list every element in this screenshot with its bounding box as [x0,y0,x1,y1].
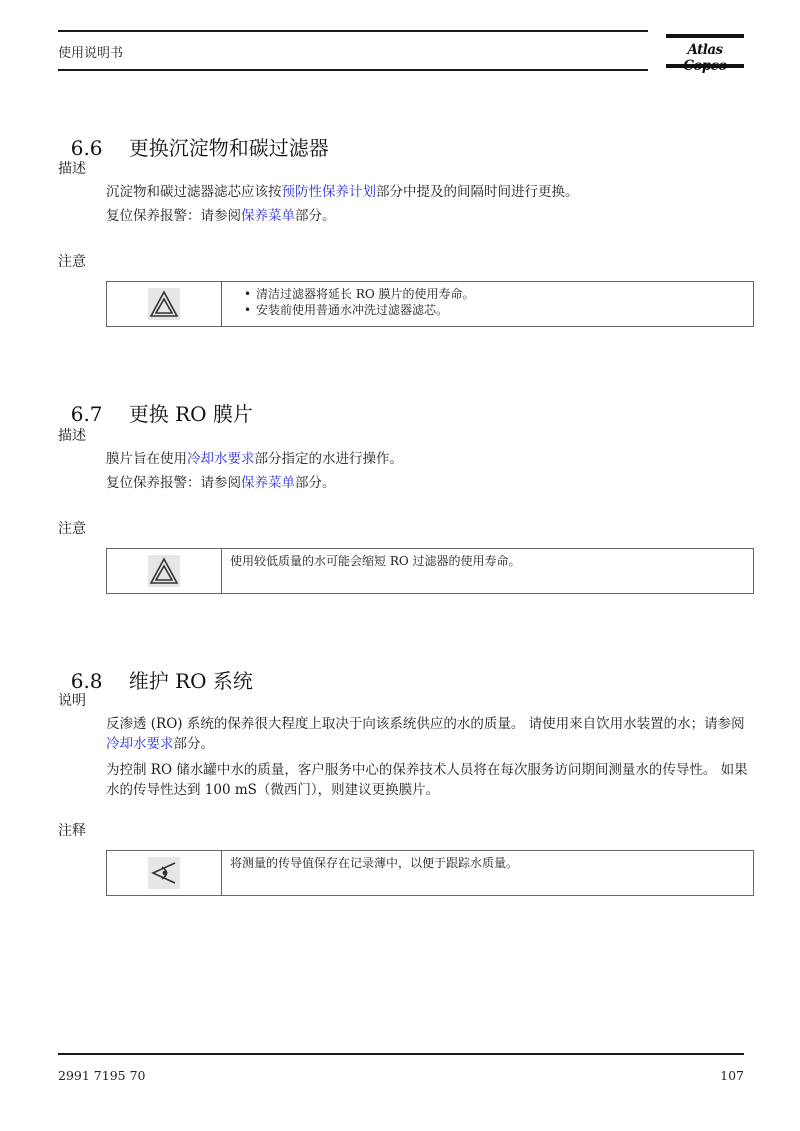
link-maintenance-schedule[interactable]: 预防性保养计划 [281,184,376,200]
section-heading: 更换 RO 膜片 [128,402,253,426]
section-number: 6.8 [70,669,103,693]
document-number: 2991 7195 70 [58,1068,146,1083]
list-item: • 安装前使用普通水冲洗过滤器滤芯。 [244,302,745,318]
link-service-menu[interactable]: 保养菜单 [241,208,295,224]
header-rule-top [58,30,648,32]
section-title-6-6 [58,108,329,161]
link-cooling-water-requirements[interactable]: 冷却水要求 [106,736,174,752]
paragraph: 为控制 RO 储水罐中水的质量，客户服务中心的保养技术人员将在每次服务访问期间测量水的传导性。 如果水的传导性达到 100 mS（微西门），则建议更换膜片。 [106,762,748,798]
section-heading: 更换沉淀物和碳过滤器 [128,136,329,160]
subheading-description: 描述 [58,161,86,177]
warning-triangle-icon [148,555,180,587]
paragraph: 复位保养报警：请参阅保养菜单部分。 [106,208,336,224]
subheading-description: 说明 [58,693,86,709]
list-item: • 清洁过滤器将延长 RO 膜片的使用寿命。 [244,286,745,302]
footer-rule [58,1053,744,1055]
subheading-caution: 注意 [58,521,86,537]
page-number: 107 [720,1068,744,1083]
note-text: 将测量的传导值保存在记录薄中，以便于跟踪水质量。 [230,856,519,870]
paragraph: 反渗透 (RO) 系统的保养很大程度上取决于向该系统供应的水的质量。 请使用来自饮用水装置的水；请参阅冷却水要求部分。 [106,716,745,752]
section-title-6-7 [58,374,253,427]
link-service-menu[interactable]: 保养菜单 [241,475,295,491]
eye-icon [148,857,180,889]
logo-text: Atlas [687,42,723,58]
link-cooling-water-requirements[interactable]: 冷却水要求 [187,451,255,467]
paragraph: 沉淀物和碳过滤器滤芯应该按预防性保养计划部分中提及的间隔时间进行更换。 [106,184,579,200]
subheading-description: 描述 [58,428,86,444]
header-rule-bottom [58,69,648,71]
paragraph: 膜片旨在使用冷却水要求部分指定的水进行操作。 [106,451,403,467]
caution-box [106,281,754,327]
note-box [106,850,754,896]
caution-box [106,548,754,594]
paragraph: 复位保养报警：请参阅保养菜单部分。 [106,475,336,491]
subheading-caution: 注意 [58,254,86,270]
section-number: 6.6 [70,136,103,160]
subheading-note: 注释 [58,823,86,839]
warning-triangle-icon [148,288,180,320]
atlas-copco-logo [666,30,744,71]
section-number: 6.7 [70,402,103,426]
document-title: 使用说明书 [58,46,124,61]
note-text: 使用较低质量的水可能会缩短 RO 过滤器的使用寿命。 [230,554,521,568]
section-heading: 维护 RO 系统 [128,669,253,693]
section-title-6-8 [58,641,253,694]
